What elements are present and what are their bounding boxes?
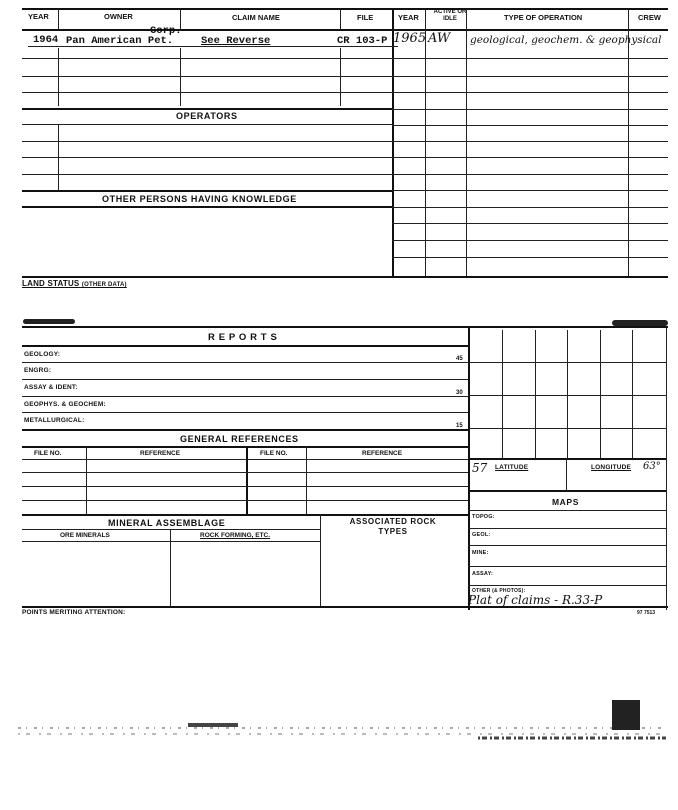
report-geology-label: GEOLOGY:: [24, 351, 61, 358]
report-metallurgical-num: 15: [456, 423, 463, 429]
ref-col-reference-1: REFERENCE: [140, 450, 181, 457]
maps-other-value: Plat of claims - R.33-P: [468, 593, 603, 607]
maps-heading: MAPS: [552, 497, 579, 507]
col-header-claim-name: CLAIM NAME: [232, 13, 280, 22]
land-status-subtitle: (OTHER DATA): [81, 282, 127, 288]
report-geophys-num: 30: [456, 390, 463, 396]
scan-noise: [18, 720, 666, 742]
col-header-crew: CREW: [638, 13, 661, 22]
report-engrg-label: ENGRG:: [24, 367, 52, 374]
maps-mine-label: MINE:: [472, 550, 489, 556]
latitude-value: 57: [472, 461, 488, 475]
maps-geol-label: GEOL:: [472, 532, 491, 538]
mineral-col-ore: ORE MINERALS: [60, 532, 110, 539]
col-header-year-2: YEAR: [398, 13, 419, 22]
general-references-heading: GENERAL REFERENCES: [180, 434, 299, 444]
entry-op-initials: AW: [428, 31, 451, 46]
entry-op-type: geological, geochem. & geophysical: [470, 34, 662, 46]
ref-col-file-no-2: FILE NO.: [260, 450, 288, 457]
scan-noise-pattern: [18, 720, 666, 742]
col-header-type-of-operation: TYPE OF OPERATION: [504, 13, 583, 22]
corner-smudge: [612, 700, 640, 730]
entry-op-year: 1965: [393, 31, 427, 46]
maps-other-label: OTHER (& PHOTOS):: [472, 588, 526, 594]
land-status-label: [22, 279, 127, 288]
mineral-assemblage-heading: MINERAL ASSEMBLAGE: [108, 518, 226, 528]
entry-file: CR 103-P: [337, 35, 388, 47]
entry-year: 1964: [33, 34, 59, 46]
operators-heading: OPERATORS: [176, 111, 238, 121]
mineral-col-rock-forming: ROCK FORMING, ETC.: [200, 532, 271, 539]
ref-col-file-no-1: FILE NO.: [34, 450, 62, 457]
longitude-label: LONGITUDE: [591, 464, 632, 471]
entry-owner-note: Corp.: [150, 25, 182, 37]
col-header-file: FILE: [357, 13, 374, 22]
form-number: 97 7513: [637, 610, 656, 616]
report-assay-label: ASSAY & IDENT:: [24, 384, 78, 391]
col-header-year: YEAR: [28, 12, 49, 21]
reports-heading: R E P O R T S: [208, 332, 278, 343]
report-geophys-label: GEOPHYS. & GEOCHEM:: [24, 401, 106, 408]
col-header-active-idle: ACTIVE OR IDLE: [433, 9, 467, 22]
entry-owner: Pan American Pet.: [66, 35, 174, 47]
other-persons-heading: OTHER PERSONS HAVING KNOWLEDGE: [102, 194, 297, 204]
col-header-owner: OWNER: [104, 12, 133, 21]
land-status-title: LAND STATUS: [22, 279, 80, 288]
maps-assay-label: ASSAY:: [472, 571, 494, 577]
maps-topog-label: TOPOG:: [472, 514, 495, 520]
ref-col-reference-2: REFERENCE: [362, 450, 403, 457]
entry-claim-name: See Reverse: [201, 35, 271, 47]
report-engrg-num: 45: [456, 356, 463, 362]
points-meriting-label: POINTS MERITING ATTENTION:: [22, 609, 126, 616]
latitude-label: LATITUDE: [495, 464, 529, 471]
report-metallurgical-label: METALLURGICAL:: [24, 417, 85, 424]
associated-rock-types-heading: ASSOCIATED ROCK TYPES: [349, 517, 437, 536]
longitude-value: 63°: [643, 461, 661, 472]
